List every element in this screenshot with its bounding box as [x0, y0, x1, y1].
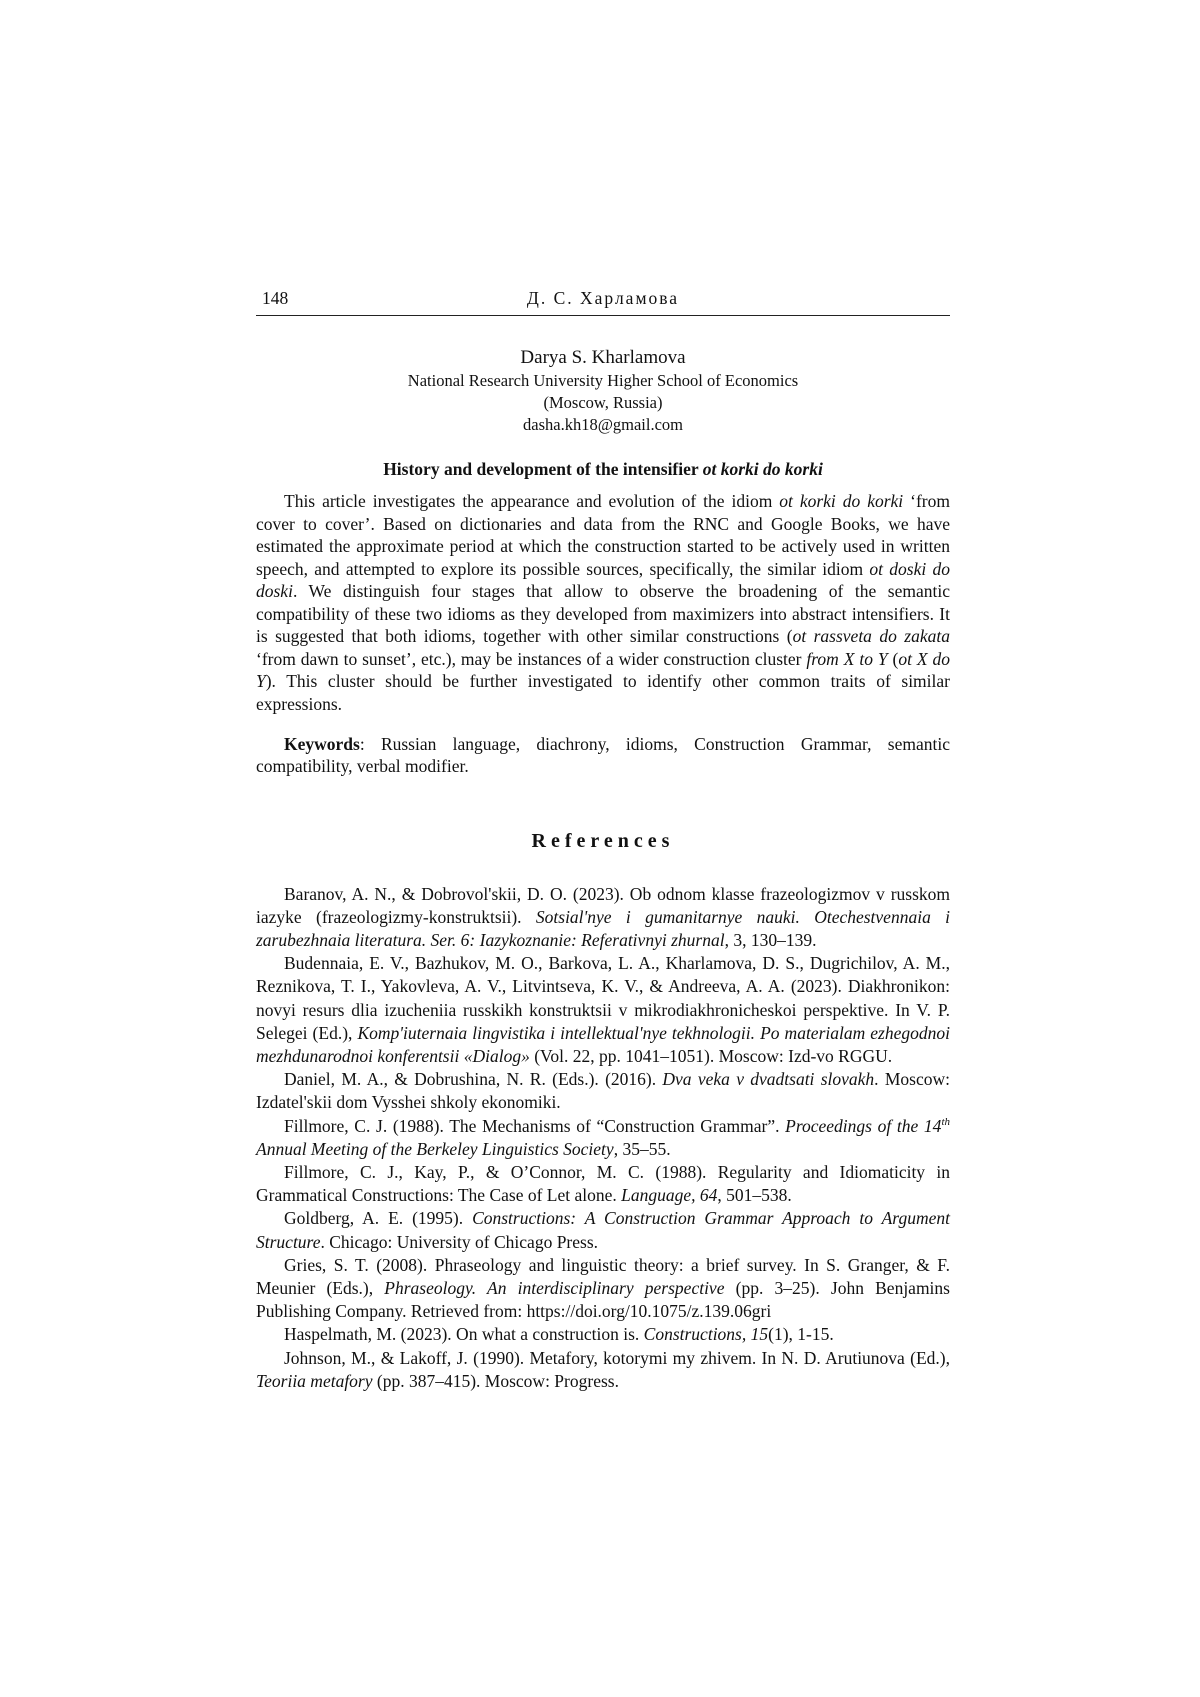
- keywords: [256, 733, 950, 778]
- author-block: [256, 346, 950, 436]
- ref-text: , 3, 130–139.: [724, 929, 817, 950]
- ref-text: . Chicago: University of Chicago Press.: [320, 1231, 599, 1252]
- reference-item: [256, 1347, 950, 1393]
- ref-source: Annual Meeting of the Berkeley Linguistics Society: [256, 1138, 614, 1159]
- abstract-text: . We distinguish four stages that allow to observe the broadening of the semantic compatibility of these two idioms as they developed from maximizers into abstract intensifiers. It is suggested that both idioms, together with other similar constructions (: [256, 581, 950, 646]
- ref-text: Budennaia, E. V., Bazhukov, M. O., Barkova, L. A., Kharlamova, D. S., Dugrichilov, A. M., Reznikova, T. I., Yakovleva, A. V., Litvintseva, K. V., & Andreeva, A. A. (2023). Diakhronikon: novyi resurs dlia izucheniia russkikh konstruktsii v mikrodiakhronicheskoi perspektive. In V. P. Selegei (Ed.),: [256, 953, 950, 1043]
- reference-item: [256, 1254, 950, 1324]
- ref-text: (Vol. 22, pp. 1041–1051). Moscow: Izd-vo RGGU.: [529, 1045, 893, 1066]
- ref-text: (1), 1-15.: [768, 1324, 834, 1345]
- ref-superscript: th: [941, 1115, 950, 1128]
- ref-text: (pp. 3–25). John Benjamins Publishing Company. Retrieved from: https://doi.org/10.1075/z.139.06gri: [256, 1277, 950, 1322]
- title-prefix: History and development of the intensifier: [383, 459, 703, 479]
- keywords-label: Keywords: [284, 733, 360, 754]
- page: [256, 288, 950, 1393]
- reference-item: [256, 1068, 950, 1114]
- reference-item: [256, 883, 950, 953]
- running-header: [256, 288, 950, 316]
- author-email: dasha.kh18@gmail.com: [523, 415, 683, 434]
- ref-text: , 35–55.: [613, 1138, 671, 1159]
- ref-source: Teoriia metafory: [256, 1370, 373, 1391]
- reference-item: [256, 1207, 950, 1253]
- abstract-text: ‘from cover to cover’. Based on dictionaries and data from the RNC and Google Books, we have estimated the approximate period at which the construction started to be actively used in written speech, and attempted to explore its possible sources, specifically, the similar idiom: [256, 491, 950, 579]
- ref-source: Proceedings of the 14: [785, 1115, 942, 1136]
- abstract: [256, 490, 950, 715]
- ref-text: Haspelmath, M. (2023). On what a construction is.: [284, 1324, 644, 1345]
- abstract-italic: ot rassveta do zakata: [792, 626, 950, 646]
- abstract-text: (: [887, 648, 899, 669]
- references-heading: References: [531, 829, 675, 852]
- ref-text: . Moscow: Izdatel'skii dom Vysshei shkoly ekonomiki.: [256, 1069, 950, 1113]
- ref-text: Johnson, M., & Lakoff, J. (1990). Metafory, kotorymi my zhivem. In N. D. Arutiunova (Ed.),: [284, 1347, 950, 1368]
- keywords-text: : Russian language, diachrony, idioms, Construction Grammar, semantic compatibility, verbal modifier.: [256, 733, 950, 776]
- ref-source: Phraseology. An interdisciplinary perspective: [384, 1277, 725, 1298]
- abstract-italic: ot korki do korki: [779, 491, 904, 511]
- ref-source: Komp'iuternaia lingvistika i intellektual'nye tekhnologii. Po materialam ezhegodnoi mezhdunarodnoi konferentsii «Dialog»: [256, 1022, 951, 1066]
- abstract-text: ). This cluster should be further investigated to identify other common traits of similar expressions.: [256, 671, 950, 714]
- reference-item: [256, 1323, 950, 1346]
- abstract-text: ‘from dawn to sunset’, etc.), may be instances of a wider construction cluster: [256, 648, 807, 669]
- author-location: (Moscow, Russia): [543, 393, 663, 412]
- abstract-italic: from X to Y: [806, 648, 888, 669]
- reference-item: [256, 1161, 950, 1207]
- title-idiom: ot korki do korki: [702, 459, 823, 479]
- author-affiliation: National Research University Higher School of Economics: [407, 371, 799, 390]
- running-title: Д. С. Харламова: [526, 288, 680, 308]
- ref-source: Language, 64: [621, 1185, 718, 1206]
- abstract-italic: ot doski do doski: [256, 558, 951, 601]
- ref-text: , 501–538.: [717, 1185, 792, 1206]
- page-number: 148: [262, 288, 289, 308]
- ref-source: Sotsial'nye i gumanitarnye nauki. Otechestvennaia i zarubezhnaia literatura. Ser. 6: Iazykoznanie: Referativnyi zhurnal: [256, 906, 951, 950]
- ref-source: Constructions: A Construction Grammar Approach to Argument Structure: [256, 1208, 950, 1252]
- ref-text: Fillmore, C. J., Kay, P., & O’Connor, M. C. (1988). Regularity and Idiomaticity in Grammatical Constructions: The Case of Let alone.: [256, 1161, 950, 1206]
- ref-text: Fillmore, C. J. (1988). The Mechanisms of “Construction Grammar”.: [284, 1115, 786, 1136]
- ref-text: Goldberg, A. E. (1995).: [284, 1208, 473, 1229]
- reference-item: [256, 1115, 950, 1161]
- reference-list: [256, 883, 950, 1393]
- ref-text: (pp. 387–415). Moscow: Progress.: [372, 1370, 619, 1391]
- abstract-italic: ot X do Y: [256, 648, 951, 691]
- ref-text: Baranov, A. N., & Dobrovol'skii, D. O. (2023). Ob odnom klasse frazeologizmov v russkom iazyke (frazeologizmy-konstruktsii).: [256, 883, 950, 927]
- author-name: Darya S. Kharlamova: [520, 347, 686, 368]
- ref-source: Dva veka v dvadtsati slovakh: [662, 1069, 875, 1090]
- reference-item: [256, 952, 950, 1068]
- ref-source: Constructions, 15: [643, 1324, 769, 1345]
- ref-text: Daniel, M. A., & Dobrushina, N. R. (Eds.). (2016).: [284, 1069, 663, 1090]
- ref-text: Gries, S. T. (2008). Phraseology and linguistic theory: a brief survey. In S. Granger, & F. Meunier (Eds.),: [256, 1254, 950, 1298]
- article-title: [256, 457, 950, 481]
- abstract-text: This article investigates the appearance and evolution of the idiom: [284, 491, 780, 511]
